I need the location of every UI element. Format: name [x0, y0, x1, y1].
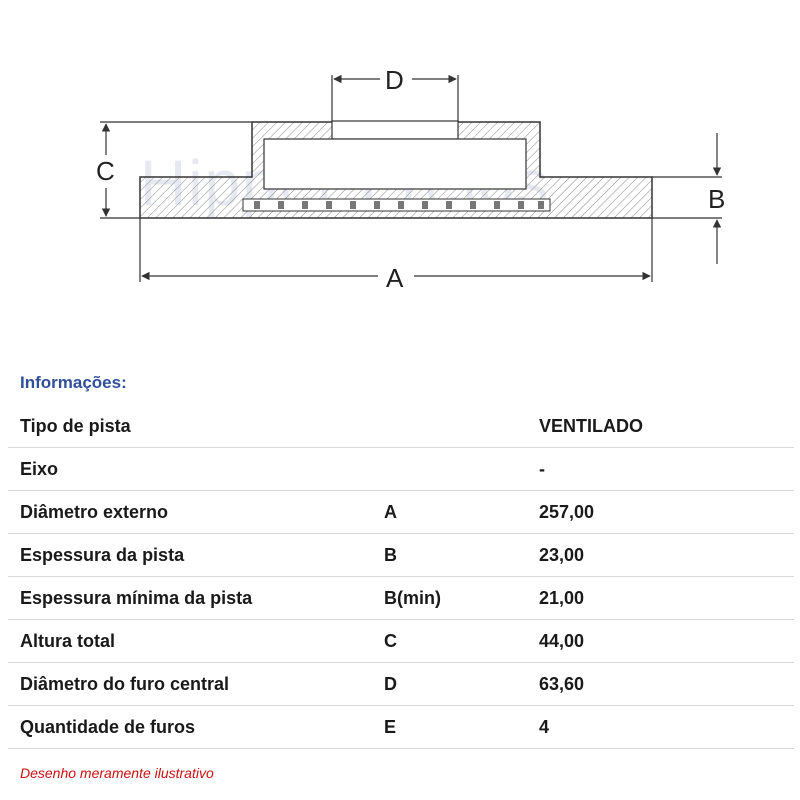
row-label: Espessura da pista: [8, 534, 372, 577]
row-value: 21,00: [527, 577, 794, 620]
row-value: 4: [527, 706, 794, 749]
dim-label-c: C: [96, 156, 115, 186]
row-label: Diâmetro do furo central: [8, 663, 372, 706]
spec-table: [8, 405, 794, 749]
dim-label-d: D: [385, 65, 404, 95]
center-bore: [332, 121, 458, 139]
row-code: A: [372, 491, 527, 534]
row-code: D: [372, 663, 527, 706]
row-value: 63,60: [527, 663, 794, 706]
row-code: B: [372, 534, 527, 577]
row-value: -: [527, 448, 794, 491]
row-code: C: [372, 620, 527, 663]
row-value: 257,00: [527, 491, 794, 534]
dim-label-b: B: [708, 184, 726, 214]
table-row: [8, 620, 794, 663]
row-label: Tipo de pista: [8, 405, 372, 448]
row-label: Diâmetro externo: [8, 491, 372, 534]
row-label: Quantidade de furos: [8, 706, 372, 749]
row-code: [372, 405, 527, 448]
row-code: E: [372, 706, 527, 749]
row-value: VENTILADO: [527, 405, 794, 448]
table-row: [8, 534, 794, 577]
row-value: 23,00: [527, 534, 794, 577]
illustrative-note: Desenho meramente ilustrativo: [20, 765, 214, 781]
table-row: [8, 491, 794, 534]
row-label: Espessura mínima da pista: [8, 577, 372, 620]
table-row: [8, 405, 794, 448]
section-title: Informações:: [20, 373, 127, 392]
row-code: B(min): [372, 577, 527, 620]
table-row: [8, 577, 794, 620]
dim-label-a: A: [386, 263, 404, 293]
row-label: Eixo: [8, 448, 372, 491]
row-label: Altura total: [8, 620, 372, 663]
row-code: [372, 448, 527, 491]
table-row: [8, 448, 794, 491]
row-value: 44,00: [527, 620, 794, 663]
vent-channel: [243, 199, 550, 211]
table-row: [8, 706, 794, 749]
table-row: [8, 663, 794, 706]
brake-disc-diagram: [0, 0, 800, 330]
hat-cavity: [264, 139, 526, 189]
